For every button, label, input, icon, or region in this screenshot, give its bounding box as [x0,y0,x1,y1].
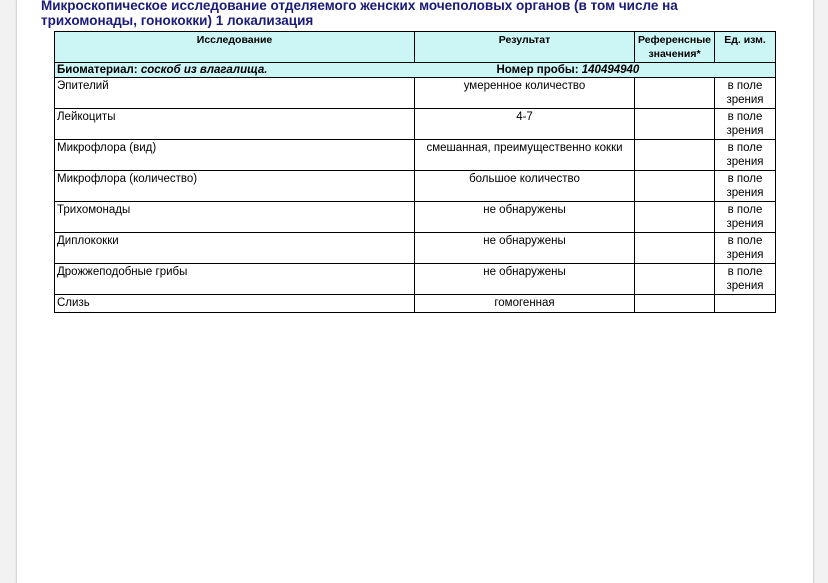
reference-cell [635,295,715,313]
document-title: Микроскопическое исследование отделяемого женских мочеполовых органов (в том числе на трихомонады, гонококки) 1 локализация [41,0,678,28]
result-cell: гомогенная [415,295,635,313]
unit-cell: в поле зрения [715,109,776,140]
table-row [55,233,776,264]
table-row [55,140,776,171]
table-row [55,264,776,295]
reference-cell [635,264,715,295]
result-cell: 4-7 [415,109,635,140]
test-name-cell: Слизь [55,295,415,313]
header-reference: Референсные значения* [635,32,715,63]
test-name-cell: Лейкоциты [55,109,415,140]
reference-cell [635,140,715,171]
results-table [54,31,776,313]
test-name-cell: Диплококки [55,233,415,264]
result-cell: не обнаружены [415,202,635,233]
table-row [55,171,776,202]
result-cell: большое количество [415,171,635,202]
test-name-cell: Трихомонады [55,202,415,233]
header-test: Исследование [55,32,415,63]
reference-cell [635,202,715,233]
test-name-cell: Эпителий [55,78,415,109]
unit-cell: в поле зрения [715,171,776,202]
test-name-cell: Дрожжеподобные грибы [55,264,415,295]
reference-cell [635,171,715,202]
test-name-cell: Микрофлора (количество) [55,171,415,202]
unit-cell: в поле зрения [715,140,776,171]
header-unit: Ед. изм. [715,32,776,63]
reference-cell [635,78,715,109]
result-cell: не обнаружены [415,233,635,264]
result-cell: смешанная, преимущественно кокки [415,140,635,171]
table-row [55,78,776,109]
result-cell: умеренное количество [415,78,635,109]
unit-cell: в поле зрения [715,233,776,264]
biomaterial-value: соскоб из влагалища. [140,64,268,76]
biomaterial-label: Биоматериал: [57,64,138,76]
table-row [55,202,776,233]
table-header-row [55,32,776,63]
unit-cell [715,295,776,313]
biomaterial-cell [55,63,415,78]
table-row [55,109,776,140]
unit-cell: в поле зрения [715,202,776,233]
biomaterial-row [55,63,776,78]
sample-cell [415,63,776,78]
result-cell: не обнаружены [415,264,635,295]
test-name-cell: Микрофлора (вид) [55,140,415,171]
sample-label: Номер пробы: [496,64,579,76]
reference-cell [635,233,715,264]
unit-cell: в поле зрения [715,78,776,109]
sample-number: 140494940 [581,64,640,76]
table-row [55,295,776,313]
header-result: Результат [415,32,635,63]
unit-cell: в поле зрения [715,264,776,295]
reference-cell [635,109,715,140]
